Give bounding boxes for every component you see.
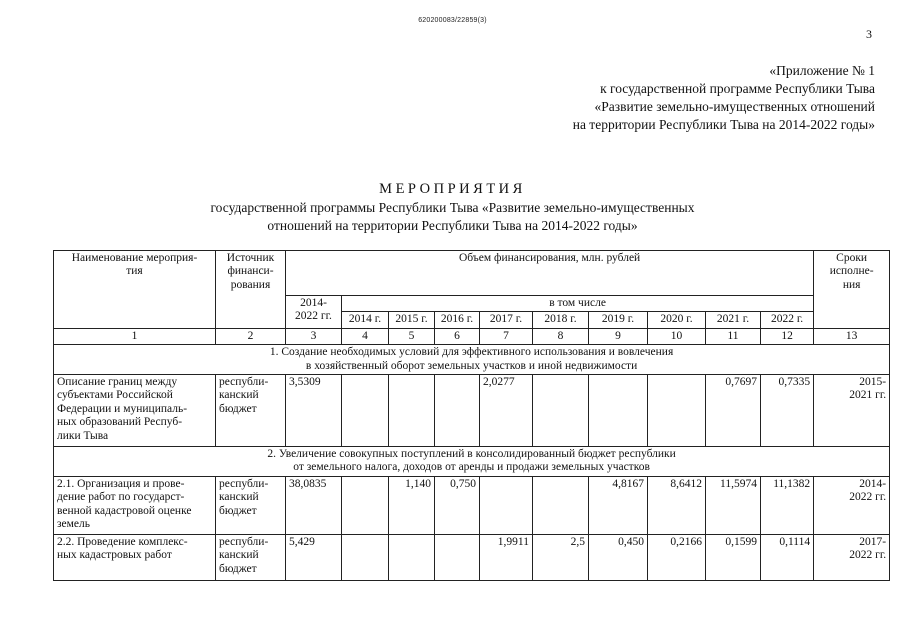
terms-cell: 2017- 2022 гг. [814,534,890,580]
amount-cell: 38,0835 [286,476,342,534]
amount-cell: 2,5 [533,534,589,580]
amount-cell: 0,2166 [648,534,706,580]
header-year: 2018 г. [533,312,589,328]
annex-line: «Приложение № 1 [769,63,875,78]
document-id: 620200083/22859(3) [418,17,487,24]
amount-cell: 11,1382 [761,476,814,534]
column-number: 3 [286,328,342,344]
annex-line: на территории Республики Тыва на 2014-2022 годы» [572,117,875,132]
activity-name: 2.1. Организация и прове- дение работ по государст- венной кадастровой оценке земель [54,476,216,534]
funding-source: республи- канский бюджет [216,375,286,447]
amount-cell: 3,5309 [286,375,342,447]
header-source: Источник финанси- рования [216,251,286,329]
amount-cell: 0,7697 [706,375,761,447]
amount-cell [342,534,389,580]
amount-cell [435,534,480,580]
funding-source: республи- канский бюджет [216,476,286,534]
column-number: 8 [533,328,589,344]
table-row [54,375,890,447]
header-terms: Сроки исполне- ния [814,251,890,329]
table-row [54,534,890,580]
amount-cell: 8,6412 [648,476,706,534]
terms-cell: 2014- 2022 гг. [814,476,890,534]
column-number: 11 [706,328,761,344]
amount-cell: 0,7335 [761,375,814,447]
amount-cell: 5,429 [286,534,342,580]
amount-cell [533,375,589,447]
column-number: 10 [648,328,706,344]
amount-cell: 0,450 [589,534,648,580]
table-row [54,476,890,534]
section-heading: 1. Создание необходимых условий для эффективного использования и вовлечения в хозяйственный оборот земельных участков и иной недвижимости [54,345,890,375]
header-year: 2019 г. [589,312,648,328]
amount-cell: 0,1114 [761,534,814,580]
column-number: 13 [814,328,890,344]
annex-line: к государственной программе Республики Тыва [600,81,875,96]
amount-cell [342,375,389,447]
activity-name: 2.2. Проведение комплекс- ных кадастровых работ [54,534,216,580]
amount-cell [435,375,480,447]
annex-header [455,62,875,134]
column-number: 7 [480,328,533,344]
header-year: 2021 г. [706,312,761,328]
amount-cell: 0,750 [435,476,480,534]
amount-cell: 2,0277 [480,375,533,447]
amount-cell [389,534,435,580]
column-number: 12 [761,328,814,344]
amount-cell [648,375,706,447]
header-year: 2022 г. [761,312,814,328]
annex-line: «Развитие земельно-имущественных отношений [594,99,875,114]
page-number: 3 [866,27,872,41]
header-year: 2014 г. [342,312,389,328]
header-volume: Объем финансирования, млн. рублей [286,251,814,296]
amount-cell [342,476,389,534]
column-number: 4 [342,328,389,344]
amount-cell: 1,9911 [480,534,533,580]
header-including: в том числе [342,296,814,312]
activities-table [53,250,890,581]
column-number: 6 [435,328,480,344]
column-number: 9 [589,328,648,344]
column-number: 1 [54,328,216,344]
amount-cell [480,476,533,534]
amount-cell: 0,1599 [706,534,761,580]
header-year: 2015 г. [389,312,435,328]
section-heading: 2. Увеличение совокупных поступлений в консолидированный бюджет республики от земельного налога, доходов от аренды и продажи земельных участков [54,447,890,477]
funding-source: республи- канский бюджет [216,534,286,580]
amount-cell: 1,140 [389,476,435,534]
subtitle-line: отношений на территории Республики Тыва на 2014-2022 годы» [267,218,638,233]
terms-cell: 2015- 2021 гг. [814,375,890,447]
header-total: 2014- 2022 гг. [286,296,342,329]
document-title: МЕРОПРИЯТИЯ [379,181,526,197]
amount-cell [589,375,648,447]
header-year: 2017 г. [480,312,533,328]
subtitle-line: государственной программы Республики Тыва «Развитие земельно-имущественных [210,200,695,215]
column-number: 2 [216,328,286,344]
column-number: 5 [389,328,435,344]
document-subtitle [0,199,905,235]
header-year: 2020 г. [648,312,706,328]
amount-cell [389,375,435,447]
amount-cell: 4,8167 [589,476,648,534]
header-year: 2016 г. [435,312,480,328]
amount-cell: 11,5974 [706,476,761,534]
header-name: Наименование мероприя- тия [54,251,216,329]
amount-cell [533,476,589,534]
activity-name: Описание границ между субъектами Российской Федерации и муниципаль- ных образований Респуб- лики Тыва [54,375,216,447]
